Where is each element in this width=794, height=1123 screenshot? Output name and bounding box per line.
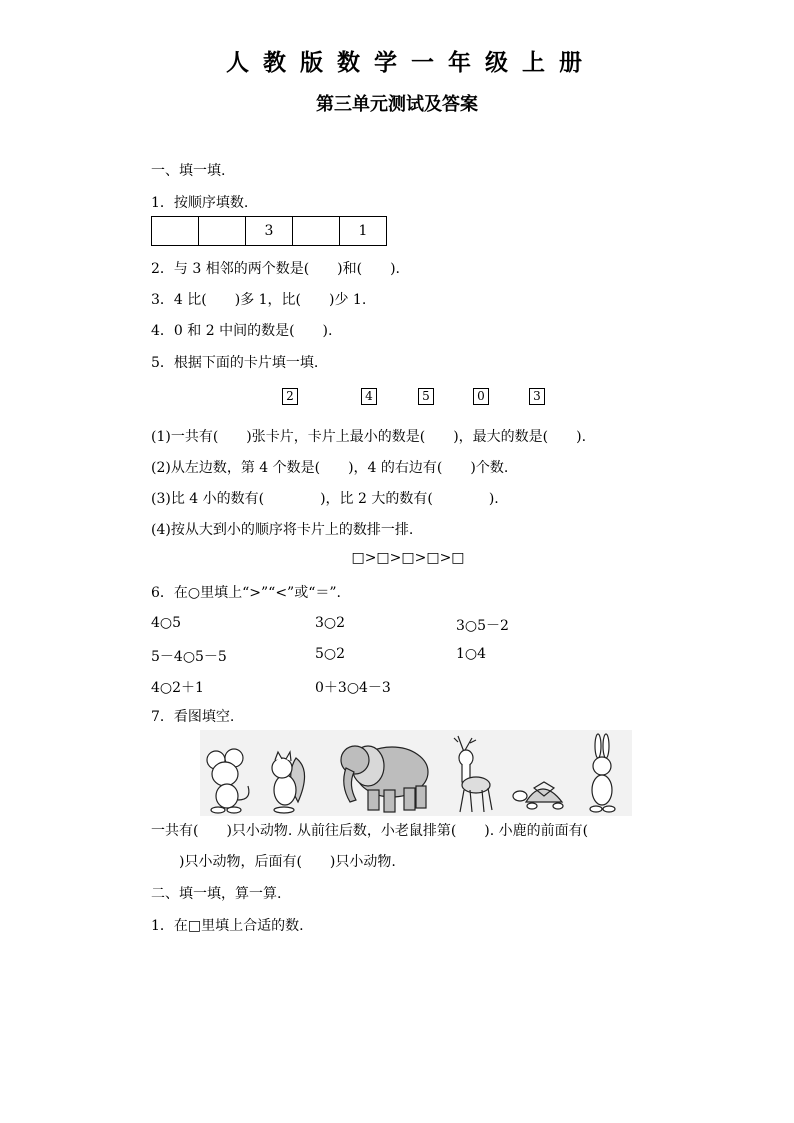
number-card: 0: [473, 388, 489, 405]
sequence-table: [151, 216, 387, 246]
question-5: 5．根据下面的卡片填一填.: [151, 355, 319, 371]
number-card: 2: [282, 388, 298, 405]
animals-illustration: [200, 730, 632, 816]
question-4: 4．0 和 2 中间的数是( ).: [151, 323, 333, 339]
number-card: 4: [361, 388, 377, 405]
sequence-cell: 3: [246, 217, 293, 246]
question-5-part-2: (2)从左边数，第 4 个数是( )，4 的右边有( )个数.: [151, 460, 509, 476]
question-5-part-3: (3)比 4 小的数有( )，比 2 大的数有( ).: [151, 491, 499, 507]
order-boxes[interactable]: □>□>□>□>□: [351, 550, 465, 566]
sequence-cell: 1: [340, 217, 387, 246]
question-6: 6．在○里填上“>”“<”或“＝”.: [151, 585, 341, 601]
compare-item: 4○2＋1: [151, 680, 204, 696]
number-card: 3: [529, 388, 545, 405]
compare-item: 5○2: [315, 646, 346, 662]
question-2: 2．与 3 相邻的两个数是( )和( ).: [151, 261, 401, 277]
compare-item: 4○5: [151, 615, 182, 631]
question-3: 3．4 比( )多 1，比( )少 1.: [151, 292, 367, 308]
section2-question-1: 1．在□里填上合适的数.: [151, 918, 304, 934]
sequence-cell[interactable]: [293, 217, 340, 246]
section1-heading: 一、填一填.: [151, 163, 226, 179]
question-7: 7．看图填空.: [151, 709, 235, 725]
sequence-cell[interactable]: [199, 217, 246, 246]
compare-item: 0＋3○4－3: [315, 680, 391, 696]
page-subtitle: 第三单元测试及答案: [316, 94, 478, 115]
compare-item: 1○4: [456, 646, 487, 662]
compare-item: 3○2: [315, 615, 346, 631]
compare-item: 3○5－2: [456, 618, 509, 634]
sequence-cell[interactable]: [152, 217, 199, 246]
question-7-line-2: )只小动物，后面有( )只小动物.: [151, 854, 396, 870]
question-5-part-1: (1)一共有( )张卡片，卡片上最小的数是( )，最大的数是( ).: [151, 429, 587, 445]
page-title: 人教版数学一年级上册: [226, 49, 596, 76]
question-1: 1．按顺序填数.: [151, 195, 249, 211]
number-card: 5: [418, 388, 434, 405]
section2-heading: 二、填一填，算一算.: [151, 886, 282, 902]
compare-item: 5－4○5－5: [151, 649, 227, 665]
question-7-line-1: 一共有( )只小动物. 从前往后数，小老鼠排第( ). 小鹿的前面有(: [151, 823, 589, 839]
question-5-part-4: (4)按从大到小的顺序将卡片上的数排一排.: [151, 522, 414, 538]
